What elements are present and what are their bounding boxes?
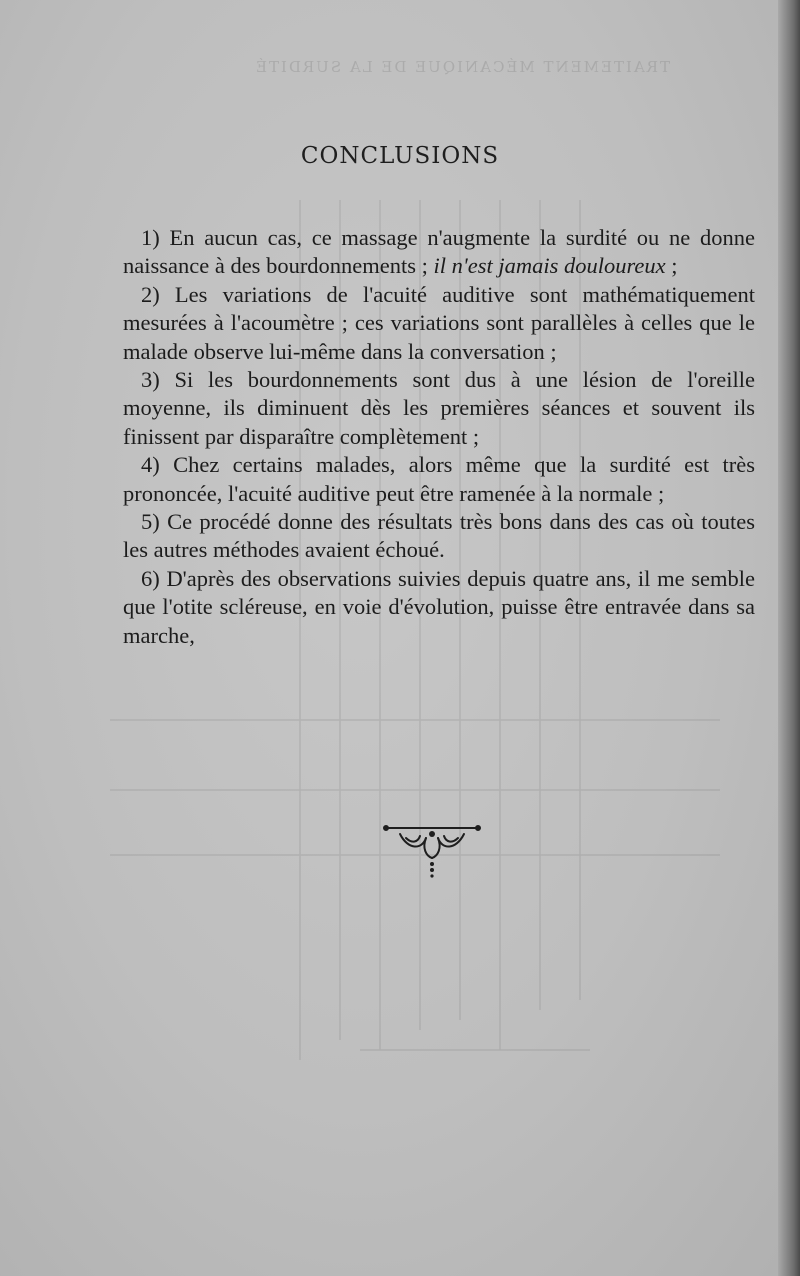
- conclusions-list: [123, 224, 755, 650]
- conclusion-item: 6) D'après des observations suivies depuis quatre ans, il me semble que l'otite scléreuse, en voie d'évolution, puisse être entravée dans sa marche,: [123, 565, 755, 648]
- conclusion-item: 2) Les variations de l'acuité auditive sont mathématiquement mesurées à l'acoumètre ; ces variations sont parallèles à celles que le malade observe lui-même dans la conversation ;: [123, 281, 755, 364]
- fleuron-ornament-icon: [382, 820, 482, 880]
- page-edge-shadow: [778, 0, 800, 1276]
- conclusion-item: 1) En aucun cas, ce massage n'augmente la surdité ou ne donne naissance à des bourdonnements ; il n'est jamais douloureux ;: [123, 225, 755, 279]
- page-title: CONCLUSIONS: [300, 143, 500, 169]
- running-head-bleed: TRAITEMENT MÉCANIQUE DE LA SURDITÉ: [254, 58, 670, 76]
- conclusion-item: 4) Chez certains malades, alors même que la surdité est très prononcée, l'acuité auditive peut être ramenée à la normale ;: [123, 452, 755, 506]
- conclusion-item: 5) Ce procédé donne des résultats très bons dans des cas où toutes les autres méthodes avaient échoué.: [123, 509, 755, 563]
- conclusion-item: 3) Si les bourdonnements sont dus à une lésion de l'oreille moyenne, ils diminuent dès les premières séances et souvent ils finissent par disparaître complètement ;: [123, 367, 755, 449]
